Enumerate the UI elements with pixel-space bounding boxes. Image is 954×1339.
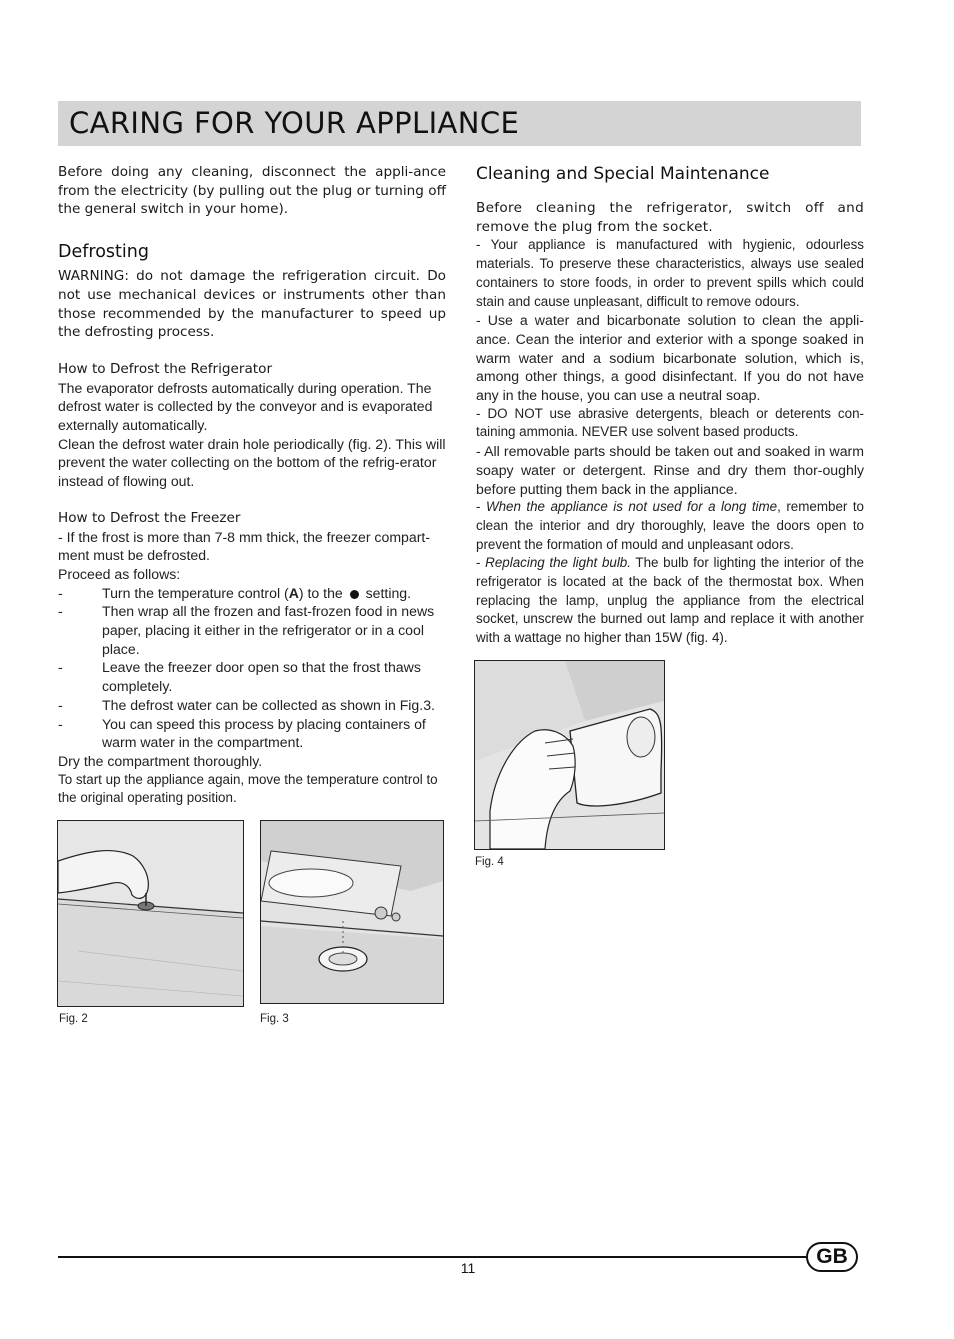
freezer-defrost-heading: How to Defrost the Freezer bbox=[58, 509, 241, 526]
freezer-defrost-p4: To start up the appliance again, move the temperature control to the original operating position. bbox=[58, 771, 438, 806]
cleaning-p4: - All removable parts should be taken out and soaked in warm soapy water or detergent. Rinse and dry them thor-oughly before putting them back in the appliance. bbox=[476, 443, 864, 497]
defrost-warning: WARNING: do not damage the refrigeration circuit. Do not use mechanical devices or instruments other than those recommended by the manufacturer to speed up the defrosting process. bbox=[58, 268, 446, 341]
cleaning-heading: Cleaning and Special Maintenance bbox=[476, 164, 770, 184]
right-column bbox=[476, 163, 864, 648]
cleaning-p3: - DO NOT use abrasive detergents, bleach or deterents con-taining ammonia. NEVER use solvent based products. bbox=[476, 405, 864, 440]
fridge-defrost-p1: The evaporator defrosts automatically during operation. The defrost water is collected by the conveyor and is evaporated externally automatically. bbox=[58, 379, 433, 434]
step-dash: - bbox=[58, 715, 63, 732]
step1-text-c: setting. bbox=[365, 584, 412, 601]
p6-lead: - bbox=[476, 555, 486, 571]
fridge-defrost-p2: Clean the defrost water drain hole periodically (fig. 2). This will prevent the water collecting on the bottom of the refrig-erator instead of flowing out. bbox=[58, 435, 446, 490]
defrost-steps bbox=[58, 584, 446, 752]
step-dash: - bbox=[58, 603, 63, 620]
defrost-step bbox=[58, 658, 446, 695]
page-number: 11 bbox=[460, 1260, 476, 1276]
defrost-step bbox=[58, 696, 446, 715]
cleaning-p2: - Use a water and bicarbonate solution to clean the appli-ance. Cean the interior and exterior with a sponge soaked in warm water and a sodium bicarbonate solution, which is, among other things, a good disinfectant. If you do not have any in the house, you can use a neutral soap. bbox=[476, 312, 864, 404]
p6-italic: Replacing the light bulb. bbox=[485, 555, 631, 571]
defrosting-heading: Defrosting bbox=[58, 242, 149, 263]
footer-rule bbox=[58, 1256, 806, 1258]
setting-dot-icon bbox=[350, 590, 359, 599]
page-title: CARING FOR YOUR APPLIANCE bbox=[69, 106, 520, 140]
freezer-defrost-p3: Dry the compartment thoroughly. bbox=[58, 752, 263, 769]
step1-text-b: ) to the bbox=[298, 584, 343, 601]
cleaning-p6 bbox=[476, 554, 864, 648]
step-text: Then wrap all the frozen and fast-frozen food in news paper, placing it either in the refrigerator or in a cool place. bbox=[102, 603, 435, 657]
title-bar bbox=[58, 101, 861, 146]
p6-rest: The bulb for lighting the interior of the refrigerator is located at the back of the thermostat box. When replacing the lamp, unplug the appliance from the electrical socket, unscrew the burned out lamp and replace it with another with a wattage no higher than 15W (fig. 4). bbox=[476, 555, 864, 646]
p5-italic: When the appliance is not used for a long time bbox=[485, 499, 778, 515]
fig2-caption: Fig. 2 bbox=[59, 1013, 88, 1025]
step-dash: - bbox=[58, 659, 63, 676]
step1-letter: A bbox=[288, 584, 299, 601]
fig4-caption: Fig. 4 bbox=[475, 856, 504, 868]
fig2-illustration bbox=[57, 820, 244, 1007]
fridge-defrost-heading: How to Defrost the Refrigerator bbox=[58, 360, 273, 377]
step-dash: - bbox=[58, 584, 63, 601]
cleaning-warning: Before cleaning the refrigerator, switch off and remove the plug from the socket. bbox=[476, 200, 864, 235]
step-text: You can speed this process by placing containers of warm water in the compartment. bbox=[102, 715, 426, 751]
p5-rest: , remember to clean the interior and dry thoroughly, leave the doors open to prevent the formation of mould and unpleasant odors. bbox=[476, 499, 864, 552]
fig4-illustration bbox=[474, 660, 665, 850]
fig3-caption: Fig. 3 bbox=[260, 1013, 289, 1025]
defrost-step bbox=[58, 715, 446, 752]
defrost-step bbox=[58, 602, 446, 658]
cleaning-p5 bbox=[476, 498, 864, 554]
defrost-step bbox=[58, 584, 446, 603]
step-text: Leave the freezer door open so that the frost thaws completely. bbox=[102, 659, 421, 695]
fig3-illustration bbox=[260, 820, 444, 1004]
step-dash: - bbox=[58, 696, 63, 713]
language-badge: GB bbox=[806, 1242, 858, 1272]
freezer-defrost-p1: - If the frost is more than 7-8 mm thick, the freezer compart-ment must be defrosted. bbox=[58, 528, 431, 564]
intro-text: Before doing any cleaning, disconnect the appli-ance from the electricity (by pulling out the plug or turning off the general switch in your home). bbox=[58, 164, 446, 218]
freezer-defrost-p2: Proceed as follows: bbox=[58, 565, 181, 582]
step-text: The defrost water can be collected as shown in Fig.3. bbox=[102, 696, 435, 713]
left-column bbox=[58, 163, 446, 808]
step1-text-a: Turn the temperature control ( bbox=[102, 584, 289, 601]
cleaning-p1: - Your appliance is manufactured with hygienic, odourless materials. To preserve these characteristics, always use sealed containers to store foods, in order to prevent spills which could stain and cause unpleasant, difficult to remove odours. bbox=[476, 237, 864, 309]
p5-lead: - bbox=[476, 499, 486, 515]
